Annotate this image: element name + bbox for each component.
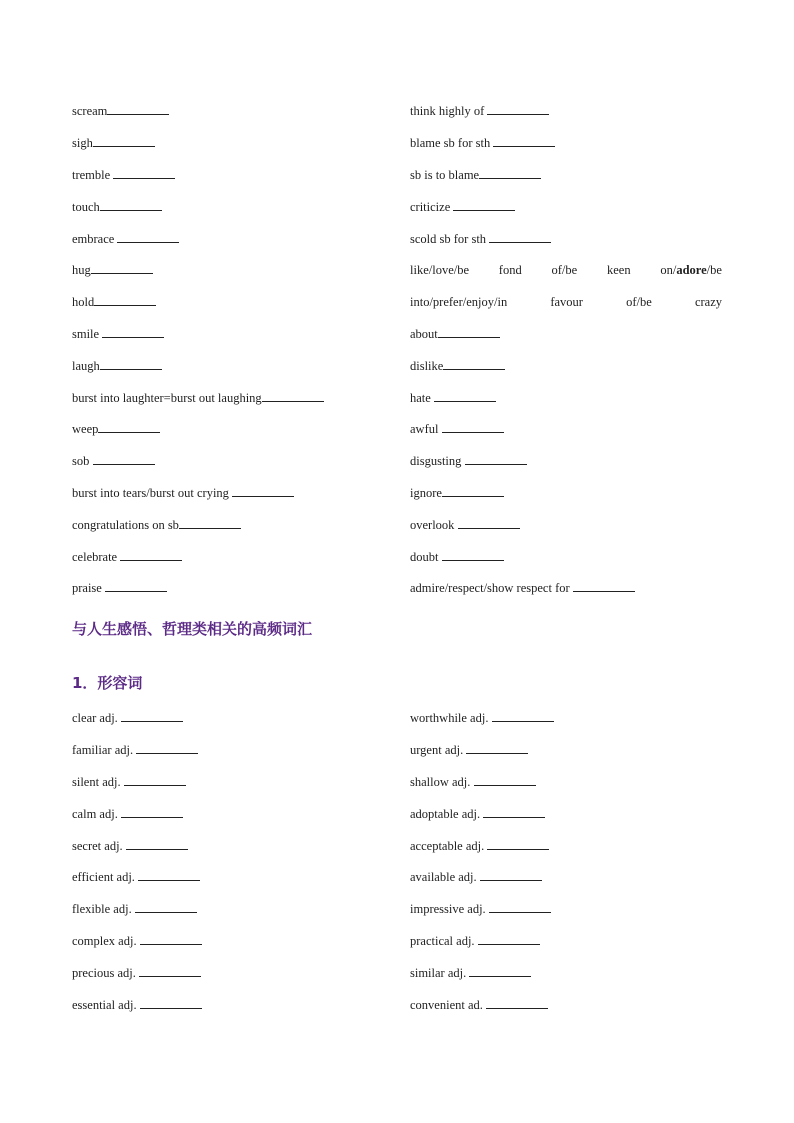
vocab-item: impressive adj. bbox=[410, 901, 722, 917]
vocab-item: hate bbox=[410, 390, 722, 406]
answer-blank[interactable] bbox=[139, 965, 201, 977]
vocab-item: sb is to blame bbox=[410, 167, 722, 183]
vocab-item: convenient ad. bbox=[410, 997, 722, 1013]
answer-blank[interactable] bbox=[117, 231, 179, 243]
vocab-item: burst into tears/burst out crying bbox=[72, 485, 294, 501]
vocab-item: secret adj. bbox=[72, 838, 188, 854]
section-title: 与人生感悟、哲理类相关的高频词汇 bbox=[72, 620, 313, 638]
vocab-item: scold sb for sth bbox=[410, 231, 722, 247]
vocab-item: hold bbox=[72, 294, 156, 310]
vocab-item-justified: like/love/be fond of/be keen on/adore/be bbox=[410, 263, 722, 277]
answer-blank[interactable] bbox=[121, 710, 183, 722]
answer-blank[interactable] bbox=[113, 167, 175, 179]
answer-blank[interactable] bbox=[94, 294, 156, 306]
vocab-item: criticize bbox=[410, 199, 722, 215]
vocab-item: acceptable adj. bbox=[410, 838, 722, 854]
vocab-item: available adj. bbox=[410, 869, 722, 885]
answer-blank[interactable] bbox=[487, 838, 549, 850]
vocab-item: urgent adj. bbox=[410, 742, 722, 758]
vocab-item: worthwhile adj. bbox=[410, 710, 722, 726]
vocab-item-justified: into/prefer/enjoy/in favour of/be crazy bbox=[410, 295, 722, 309]
vocab-item: sigh bbox=[72, 135, 155, 151]
vocab-item: disgusting bbox=[410, 453, 722, 469]
vocab-item: familiar adj. bbox=[72, 742, 198, 758]
vocab-item: scream bbox=[72, 103, 169, 119]
answer-blank[interactable] bbox=[453, 199, 515, 211]
answer-blank[interactable] bbox=[262, 390, 324, 402]
answer-blank[interactable] bbox=[458, 517, 520, 529]
answer-blank[interactable] bbox=[124, 774, 186, 786]
answer-blank[interactable] bbox=[489, 231, 551, 243]
vocab-item: sob bbox=[72, 453, 155, 469]
vocab-item: hug bbox=[72, 262, 153, 278]
vocab-item: praise bbox=[72, 580, 167, 596]
vocab-item: blame sb for sth bbox=[410, 135, 722, 151]
vocab-item: admire/respect/show respect for bbox=[410, 580, 722, 596]
vocab-item: practical adj. bbox=[410, 933, 722, 949]
answer-blank[interactable] bbox=[91, 262, 153, 274]
vocab-item: calm adj. bbox=[72, 806, 183, 822]
vocab-item: think highly of bbox=[410, 103, 722, 119]
vocab-item: burst into laughter=burst out laughing bbox=[72, 390, 324, 406]
vocab-item: laugh bbox=[72, 358, 162, 374]
vocab-item: dislike bbox=[410, 358, 722, 374]
answer-blank[interactable] bbox=[480, 869, 542, 881]
answer-blank[interactable] bbox=[179, 517, 241, 529]
vocab-item: similar adj. bbox=[410, 965, 722, 981]
answer-blank[interactable] bbox=[98, 421, 160, 433]
vocab-item: weep bbox=[72, 421, 160, 437]
vocab-item: overlook bbox=[410, 517, 722, 533]
answer-blank[interactable] bbox=[232, 485, 294, 497]
answer-blank[interactable] bbox=[93, 453, 155, 465]
answer-blank[interactable] bbox=[126, 838, 188, 850]
vocab-item: tremble bbox=[72, 167, 175, 183]
vocab-item: congratulations on sb bbox=[72, 517, 241, 533]
answer-blank[interactable] bbox=[136, 742, 198, 754]
answer-blank[interactable] bbox=[100, 199, 162, 211]
vocab-item: flexible adj. bbox=[72, 901, 197, 917]
answer-blank[interactable] bbox=[478, 933, 540, 945]
answer-blank[interactable] bbox=[466, 742, 528, 754]
vocab-item: adoptable adj. bbox=[410, 806, 722, 822]
vocab-item: doubt bbox=[410, 549, 722, 565]
answer-blank[interactable] bbox=[138, 869, 200, 881]
answer-blank[interactable] bbox=[469, 965, 531, 977]
answer-blank[interactable] bbox=[93, 135, 155, 147]
answer-blank[interactable] bbox=[135, 901, 197, 913]
vocab-item: precious adj. bbox=[72, 965, 201, 981]
answer-blank[interactable] bbox=[486, 997, 548, 1009]
answer-blank[interactable] bbox=[102, 326, 164, 338]
answer-blank[interactable] bbox=[434, 390, 496, 402]
answer-blank[interactable] bbox=[442, 421, 504, 433]
answer-blank[interactable] bbox=[121, 806, 183, 818]
answer-blank[interactable] bbox=[442, 485, 504, 497]
answer-blank[interactable] bbox=[489, 901, 551, 913]
vocab-item: ignore bbox=[410, 485, 722, 501]
answer-blank[interactable] bbox=[438, 326, 500, 338]
answer-blank[interactable] bbox=[492, 710, 554, 722]
answer-blank[interactable] bbox=[483, 806, 545, 818]
vocab-item: awful bbox=[410, 421, 722, 437]
subsection-title: 1．形容词 bbox=[72, 674, 143, 692]
vocab-item: efficient adj. bbox=[72, 869, 200, 885]
answer-blank[interactable] bbox=[140, 933, 202, 945]
answer-blank[interactable] bbox=[107, 103, 169, 115]
answer-blank[interactable] bbox=[100, 358, 162, 370]
vocab-item: clear adj. bbox=[72, 710, 183, 726]
vocab-item: complex adj. bbox=[72, 933, 202, 949]
vocab-item: embrace bbox=[72, 231, 179, 247]
answer-blank[interactable] bbox=[443, 358, 505, 370]
vocab-item: essential adj. bbox=[72, 997, 202, 1013]
vocab-item: celebrate bbox=[72, 549, 182, 565]
answer-blank[interactable] bbox=[140, 997, 202, 1009]
answer-blank[interactable] bbox=[465, 453, 527, 465]
vocab-item: shallow adj. bbox=[410, 774, 722, 790]
answer-blank[interactable] bbox=[493, 135, 555, 147]
answer-blank[interactable] bbox=[474, 774, 536, 786]
answer-blank[interactable] bbox=[487, 103, 549, 115]
answer-blank[interactable] bbox=[573, 580, 635, 592]
answer-blank[interactable] bbox=[105, 580, 167, 592]
vocab-item: silent adj. bbox=[72, 774, 186, 790]
answer-blank[interactable] bbox=[442, 549, 504, 561]
answer-blank[interactable] bbox=[479, 167, 541, 179]
vocab-item: touch bbox=[72, 199, 162, 215]
vocab-item: about bbox=[410, 326, 722, 342]
vocab-item: smile bbox=[72, 326, 164, 342]
answer-blank[interactable] bbox=[120, 549, 182, 561]
